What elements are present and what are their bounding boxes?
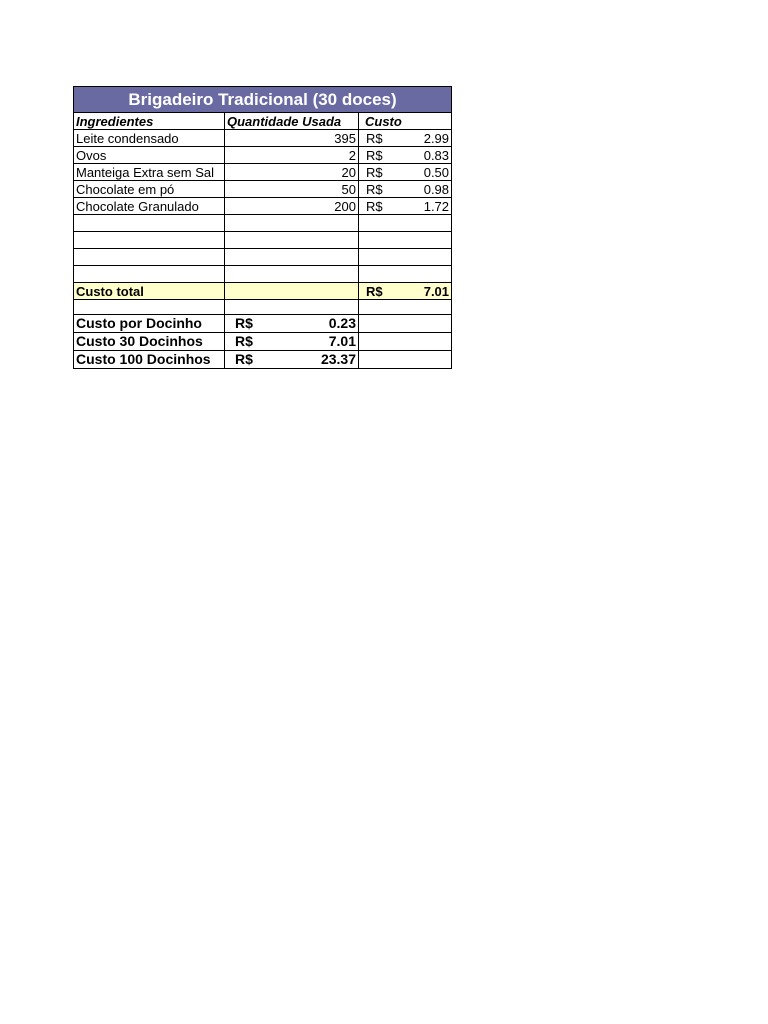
currency-symbol: R$ bbox=[235, 351, 253, 367]
table-row bbox=[74, 147, 452, 164]
empty-row bbox=[74, 300, 452, 315]
ingredient-cost[interactable] bbox=[359, 147, 452, 164]
ingredient-qty[interactable]: 20 bbox=[225, 164, 359, 181]
summary-amount: 23.37 bbox=[320, 351, 356, 367]
ingredient-cost[interactable] bbox=[359, 164, 452, 181]
summary-row bbox=[74, 315, 452, 333]
table-title[interactable]: Brigadeiro Tradicional (30 doces) bbox=[74, 87, 452, 113]
empty-cell[interactable] bbox=[74, 300, 225, 315]
cost-value: 1.72 bbox=[423, 199, 450, 214]
header-quantity[interactable]: Quantidade Usada bbox=[225, 113, 359, 130]
total-row bbox=[74, 283, 452, 300]
empty-cell[interactable] bbox=[359, 232, 452, 249]
recipe-cost-table bbox=[73, 86, 452, 369]
ingredient-qty[interactable]: 395 bbox=[225, 130, 359, 147]
currency-symbol: R$ bbox=[366, 165, 383, 180]
empty-row bbox=[74, 249, 452, 266]
table-row bbox=[74, 130, 452, 147]
summary-label[interactable]: Custo por Docinho bbox=[74, 315, 225, 333]
currency-symbol: R$ bbox=[366, 131, 383, 146]
summary-label[interactable]: Custo 100 Docinhos bbox=[74, 351, 225, 369]
ingredient-name[interactable]: Ovos bbox=[74, 147, 225, 164]
ingredient-name[interactable]: Leite condensado bbox=[74, 130, 225, 147]
table-row bbox=[74, 164, 452, 181]
currency-symbol: R$ bbox=[235, 315, 253, 331]
empty-cell[interactable] bbox=[225, 300, 359, 315]
cost-value: 2.99 bbox=[423, 131, 450, 146]
empty-cell[interactable] bbox=[225, 249, 359, 266]
empty-row bbox=[74, 266, 452, 283]
total-empty-cell[interactable] bbox=[225, 283, 359, 300]
table-row bbox=[74, 198, 452, 215]
empty-cell[interactable] bbox=[74, 215, 225, 232]
ingredient-qty[interactable]: 50 bbox=[225, 181, 359, 198]
summary-amount: 7.01 bbox=[328, 333, 356, 349]
cost-value: 0.50 bbox=[423, 165, 450, 180]
ingredient-qty[interactable]: 200 bbox=[225, 198, 359, 215]
summary-value[interactable] bbox=[225, 351, 359, 369]
empty-cell[interactable] bbox=[74, 266, 225, 283]
empty-cell[interactable] bbox=[359, 333, 452, 351]
ingredient-name[interactable]: Manteiga Extra sem Sal bbox=[74, 164, 225, 181]
currency-symbol: R$ bbox=[366, 148, 383, 163]
header-cost[interactable]: Custo bbox=[359, 113, 452, 130]
ingredient-cost[interactable] bbox=[359, 198, 452, 215]
cost-value: 0.83 bbox=[423, 148, 450, 163]
empty-cell[interactable] bbox=[359, 266, 452, 283]
empty-cell[interactable] bbox=[359, 300, 452, 315]
summary-label[interactable]: Custo 30 Docinhos bbox=[74, 333, 225, 351]
table-row bbox=[74, 181, 452, 198]
currency-symbol: R$ bbox=[366, 182, 383, 197]
currency-symbol: R$ bbox=[235, 333, 253, 349]
header-row bbox=[74, 113, 452, 130]
empty-cell[interactable] bbox=[225, 232, 359, 249]
empty-cell[interactable] bbox=[225, 215, 359, 232]
header-ingredients[interactable]: Ingredientes bbox=[74, 113, 225, 130]
empty-cell[interactable] bbox=[74, 232, 225, 249]
summary-value[interactable] bbox=[225, 315, 359, 333]
spreadsheet bbox=[73, 86, 451, 369]
empty-row bbox=[74, 232, 452, 249]
empty-row bbox=[74, 215, 452, 232]
empty-cell[interactable] bbox=[359, 249, 452, 266]
empty-cell[interactable] bbox=[359, 315, 452, 333]
total-value: 7.01 bbox=[423, 284, 450, 299]
ingredient-name[interactable]: Chocolate em pó bbox=[74, 181, 225, 198]
ingredient-cost[interactable] bbox=[359, 181, 452, 198]
empty-cell[interactable] bbox=[74, 249, 225, 266]
summary-value[interactable] bbox=[225, 333, 359, 351]
title-row bbox=[74, 87, 452, 113]
summary-amount: 0.23 bbox=[328, 315, 356, 331]
total-label[interactable]: Custo total bbox=[74, 283, 225, 300]
empty-cell[interactable] bbox=[225, 266, 359, 283]
currency-symbol: R$ bbox=[366, 199, 383, 214]
total-cost[interactable] bbox=[359, 283, 452, 300]
currency-symbol: R$ bbox=[366, 284, 383, 299]
cost-value: 0.98 bbox=[423, 182, 450, 197]
empty-cell[interactable] bbox=[359, 215, 452, 232]
summary-row bbox=[74, 333, 452, 351]
ingredient-name[interactable]: Chocolate Granulado bbox=[74, 198, 225, 215]
summary-row bbox=[74, 351, 452, 369]
ingredient-cost[interactable] bbox=[359, 130, 452, 147]
empty-cell[interactable] bbox=[359, 351, 452, 369]
ingredient-qty[interactable]: 2 bbox=[225, 147, 359, 164]
